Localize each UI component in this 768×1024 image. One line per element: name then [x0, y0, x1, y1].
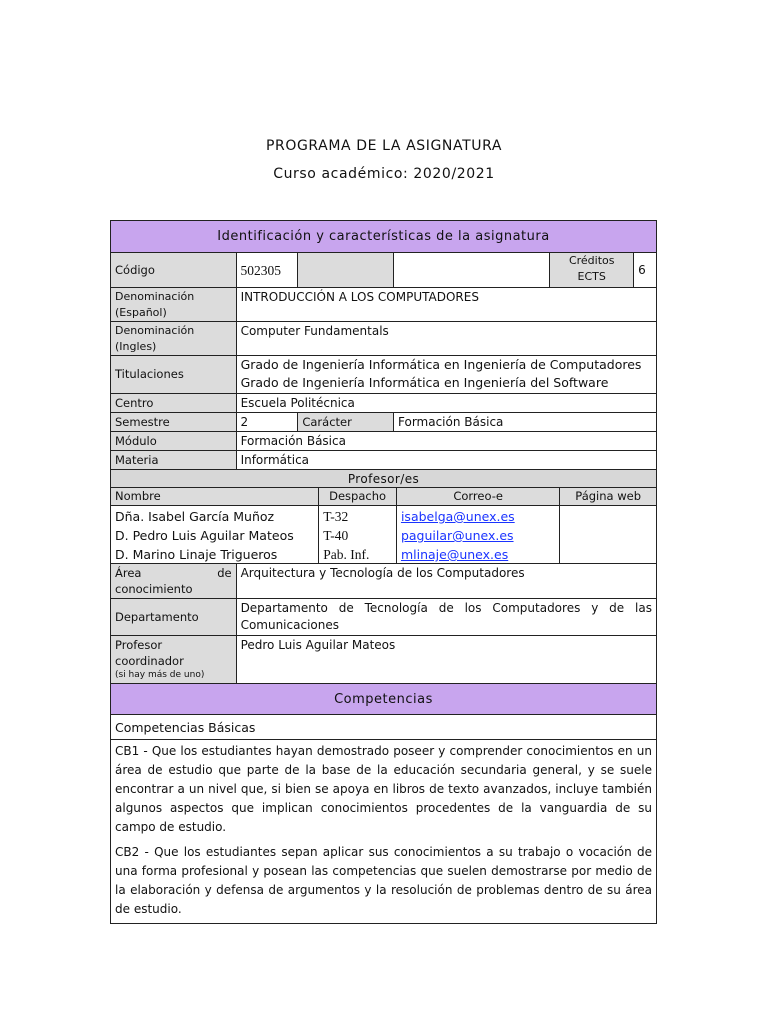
col-despacho: Despacho — [318, 488, 396, 505]
label-creditos: Créditos ECTS — [549, 253, 633, 287]
subject-table — [110, 220, 657, 924]
label-coordinador-note: (si hay más de uno) — [115, 670, 205, 680]
col-nombre: Nombre — [111, 488, 318, 505]
empty-cell — [393, 253, 549, 287]
value-area: Arquitectura y Tecnología de los Computadores — [236, 564, 656, 598]
profesores-nombres — [111, 506, 318, 563]
value-centro: Escuela Politécnica — [236, 394, 656, 412]
profesor-email-link[interactable]: isabelga@unex.es — [400, 509, 515, 524]
profesor-despacho: T-40 — [323, 528, 349, 543]
section-heading-competencias: Competencias — [111, 684, 656, 714]
label-titulaciones: Titulaciones — [111, 356, 236, 393]
col-correo: Correo-e — [396, 488, 559, 505]
label-coordinador-line: Profesor — [115, 638, 163, 652]
value-caracter: Formación Básica — [393, 413, 656, 431]
label-codigo: Código — [111, 253, 236, 287]
label-semestre: Semestre — [111, 413, 236, 431]
value-coordinador: Pedro Luis Aguilar Mateos — [236, 636, 656, 683]
value-departamento: Departamento de Tecnología de los Computadores y de las Comunicaciones — [236, 599, 656, 635]
empty-cell — [297, 253, 393, 287]
profesores-correos — [396, 506, 559, 563]
label-caracter: Carácter — [297, 413, 393, 431]
label-coordinador-line: coordinador — [115, 654, 184, 668]
value-titulaciones — [236, 356, 656, 393]
academic-year: Curso académico: 2020/2021 — [273, 166, 495, 182]
profesores-web — [559, 506, 656, 563]
value-modulo: Formación Básica — [236, 432, 656, 450]
profesor-email-link[interactable]: mlinaje@unex.es — [400, 547, 509, 562]
competencias-list — [111, 740, 656, 923]
document-title: PROGRAMA DE LA ASIGNATURA — [265, 138, 503, 154]
competencia-item: CB2 - Que los estudiantes sepan aplicar sus conocimientos a su trabajo o vocación de una forma profesional y posean las competencias que suelen demostrarse por medio de la elaboración y defensa de argumentos y la resolución de problemas dentro de su área de estudio. — [115, 845, 652, 916]
label-coordinador — [111, 636, 236, 683]
titulacion-item: Grado de Ingeniería Informática en Ingeniería de Computadores — [240, 357, 642, 372]
label-departamento: Departamento — [111, 599, 236, 635]
section-heading-profesores: Profesor/es — [111, 470, 656, 487]
profesor-despacho: Pab. Inf. — [323, 547, 370, 562]
label-denominacion-en: Denominación (Ingles) — [111, 322, 236, 355]
profesor-despacho: T-32 — [323, 509, 349, 524]
competencia-item: CB1 - Que los estudiantes hayan demostrado poseer y comprender conocimientos en un área de estudio que parte de la base de la educación secundaria general, y se suele encontrar a un nivel que, si bien se apoya en libros de texto avanzados, incluye también algunos aspectos que implican conocimientos procedentes de la vanguardia de su campo de estudio. — [115, 744, 652, 834]
profesor-email-link[interactable]: paguilar@unex.es — [400, 528, 514, 543]
value-codigo: 502305 — [236, 253, 298, 287]
competencias-basicas-label: Competencias Básicas — [115, 719, 256, 735]
value-materia: Informática — [236, 451, 656, 469]
profesores-despachos — [318, 506, 396, 563]
label-denominacion-es: Denominación (Español) — [111, 288, 236, 321]
label-area-word: Área — [115, 566, 142, 580]
profesor-nombre: Dña. Isabel García Muñoz — [115, 509, 275, 524]
value-denominacion-es: INTRODUCCIÓN A LOS COMPUTADORES — [236, 288, 656, 321]
profesor-nombre: D. Marino Linaje Trigueros — [115, 547, 278, 562]
section-heading-identification: Identificación y características de la asignatura — [111, 221, 656, 252]
label-area-word: conocimiento — [115, 582, 193, 596]
profesor-nombre: D. Pedro Luis Aguilar Mateos — [115, 528, 294, 543]
col-pagina-web: Página web — [559, 488, 656, 505]
label-area — [111, 564, 236, 598]
label-materia: Materia — [111, 451, 236, 469]
value-semestre: 2 — [236, 413, 298, 431]
label-centro: Centro — [111, 394, 236, 412]
label-area-word: de — [217, 566, 232, 580]
label-modulo: Módulo — [111, 432, 236, 450]
titulacion-item: Grado de Ingeniería Informática en Ingeniería del Software — [240, 375, 609, 390]
value-denominacion-en: Computer Fundamentals — [236, 322, 656, 355]
value-creditos: 6 — [633, 253, 656, 287]
